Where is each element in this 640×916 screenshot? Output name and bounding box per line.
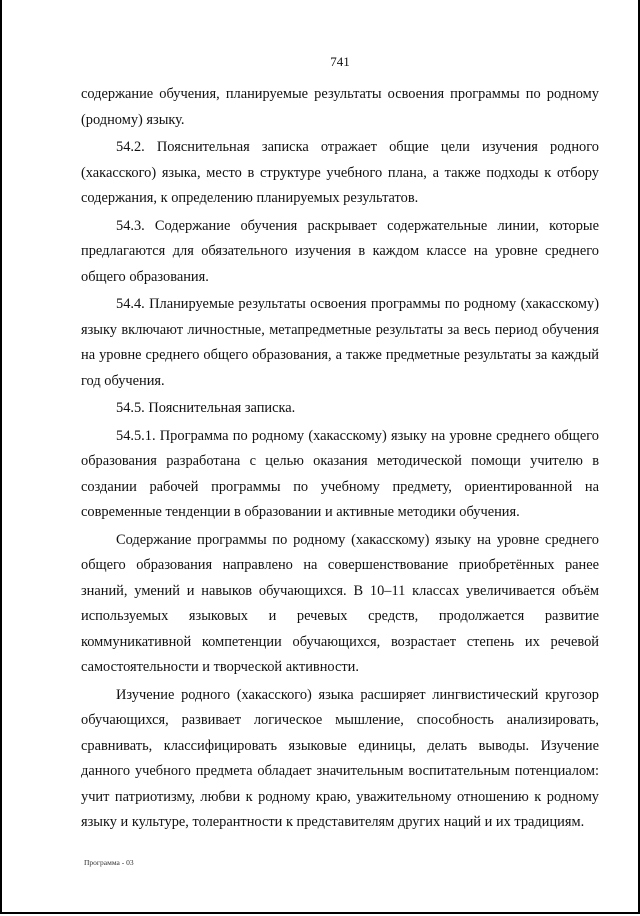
paragraph-54-5-1: 54.5.1. Программа по родному (хакасскому) языку на уровне среднего общего образования разработана с целью оказания методической помощи учителю в создании рабочей программы по учебному предмету, ориентированной на современные тенденции в образовании и активные методики обучения. — [81, 427, 599, 520]
paragraph-54-4: 54.4. Планируемые результаты освоения программы по родному (хакасскому) языку включают личностные, метапредметные результаты за весь период обучения на уровне среднего общего образования, а также предметные результаты за каждый год обучения. — [81, 296, 599, 389]
paragraph-language-study: Изучение родного (хакасского) языка расширяет лингвистический кругозор обучающихся, развивает логическое мышление, способность анализировать, сравнивать, классифицировать языковые единицы, делать выводы. Изучение данного учебного предмета обладает значительным воспитательным потенциалом: учит патриотизму, любви к родному краю, уважительному отношению к родному языку и культуре, толерантности к представителям других наций и их традициям. — [81, 686, 599, 830]
paragraph-54-3: 54.3. Содержание обучения раскрывает содержательные линии, которые предлагаются для обязательного изучения в каждом классе на уровне среднего общего образования. — [81, 217, 599, 285]
paragraph-54-2: 54.2. Пояснительная записка отражает общие цели изучения родного (хакасского) языка, место в структуре учебного плана, а также подходы к отбору содержания, к определению планируемых результатов. — [81, 139, 599, 206]
paragraph-program-content: Содержание программы по родному (хакасскому) языку на уровне среднего общего образования направлено на совершенствование приобретённых ранее знаний, умений и навыков обучающихся. В 10–11 классах увеличивается объём используемых языковых и речевых средств, продолжается развитие коммуникативной компетенции обучающихся, возрастает степень их речевой самостоятельности и творческой активности. — [81, 531, 599, 675]
page-number: 741 — [330, 54, 350, 69]
paragraph-continuation: содержание обучения, планируемые результаты освоения программы по родному (родному) языку. — [81, 86, 599, 128]
footer-note: Программа - 03 — [84, 858, 134, 867]
paragraph-54-5: 54.5. Пояснительная записка. — [116, 400, 296, 416]
document-body — [81, 82, 599, 836]
